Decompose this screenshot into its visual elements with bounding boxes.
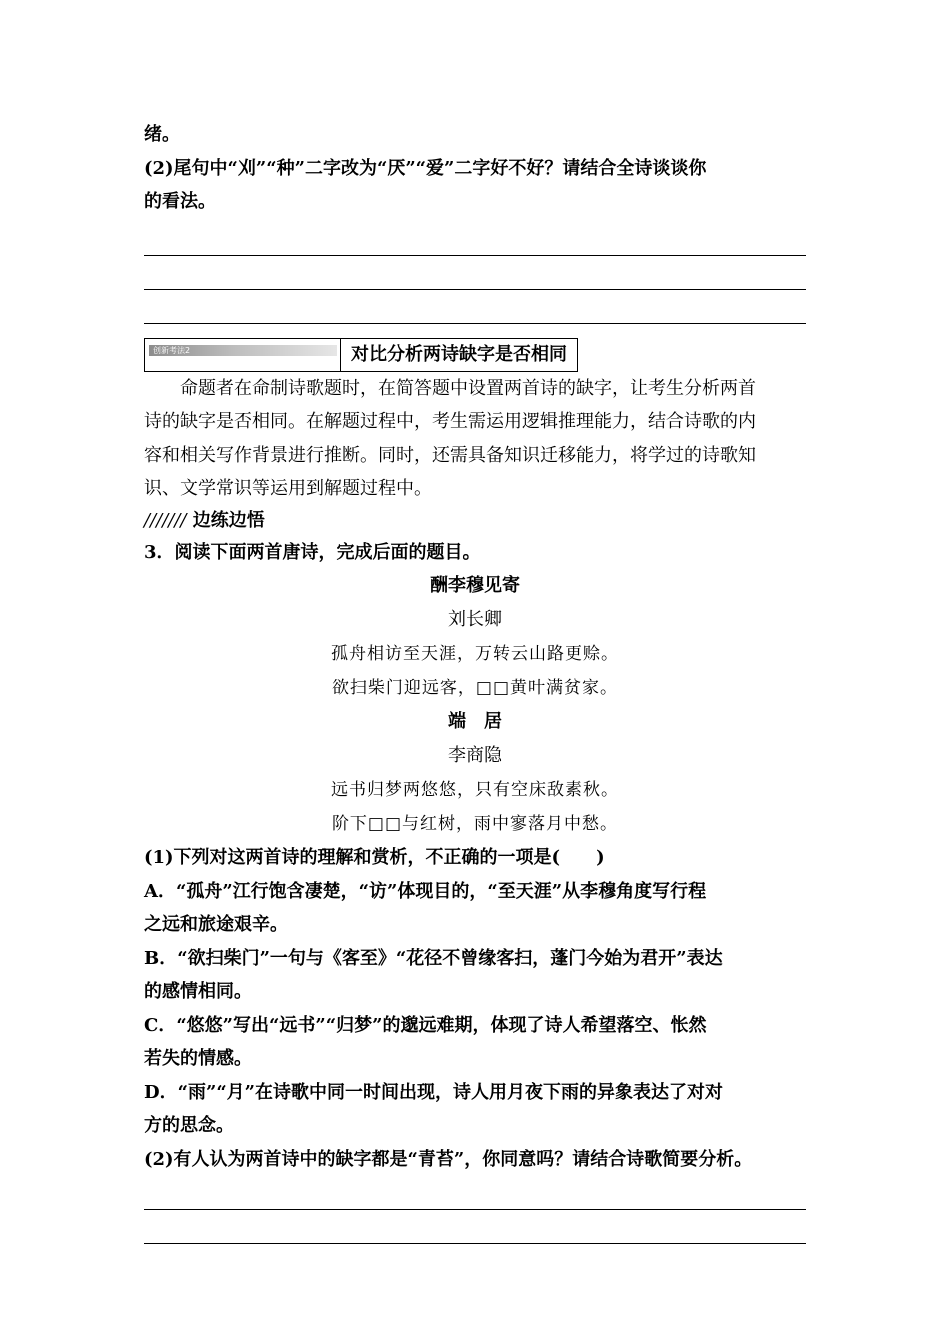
poem-1-line: 欲扫柴门迎远客，□□黄叶满贫家。 xyxy=(331,678,619,698)
poem-1-title: 酬李穆见寄 xyxy=(430,575,520,596)
continuation-text: 绪。 xyxy=(144,124,180,145)
practice-heading xyxy=(144,506,806,536)
option-c-line-2: 若失的情感。 xyxy=(144,1048,252,1069)
section-paragraph-line: 识、文学常识等运用到解题过程中。 xyxy=(144,478,432,499)
option-a-line-2: 之远和旅途艰辛。 xyxy=(144,914,288,935)
poem-2-author: 李商隐 xyxy=(448,745,502,766)
option-a-line-1: A．“孤舟”江行饱含凄楚，“访”体现目的，“至天涯”从李穆角度写行程 xyxy=(144,880,707,902)
option-b-line-1: B．“欲扫柴门”一句与《客至》“花径不曾缘客扫，蓬门今始为君开”表达 xyxy=(144,947,723,969)
answer-line xyxy=(144,222,806,256)
answer-line xyxy=(144,1210,806,1244)
poem-1-author: 刘长卿 xyxy=(448,609,502,630)
poem-2-line: 远书归梦两悠悠，只有空床敌素秋。 xyxy=(331,780,619,800)
section-paragraph-line: 容和相关写作背景进行推断。同时，还需具备知识迁移能力，将学过的诗歌知 xyxy=(144,444,756,466)
section-title: 对比分析两诗缺字是否相同 xyxy=(340,338,578,372)
poem-2-line: 阶下□□与红树，雨中寥落月中愁。 xyxy=(331,814,619,834)
option-d-line-1: D．“雨”“月”在诗歌中同一时间出现，诗人用月夜下雨的异象表达了对对 xyxy=(144,1081,724,1103)
option-d-line-2: 方的思念。 xyxy=(144,1115,234,1136)
answer-line xyxy=(144,1176,806,1210)
sub-question-2: (2)有人认为两首诗中的缺字都是“青苔”，你同意吗？请结合诗歌简要分析。 xyxy=(144,1148,753,1170)
poem-2-title: 端 居 xyxy=(448,711,502,732)
section-paragraph-line: 诗的缺字是否相同。在解题过程中，考生需运用逻辑推理能力，结合诗歌的内 xyxy=(144,411,756,432)
sub-question-1: (1)下列对这两首诗的理解和赏析，不正确的一项是( ) xyxy=(144,847,605,868)
poem-1-line: 孤舟相访至天涯，万转云山路更赊。 xyxy=(331,644,619,664)
option-c-line-1: C．“悠悠”写出“远书”“归梦”的邈远难期，体现了诗人希望落空、怅然 xyxy=(144,1014,707,1036)
option-b-line-2: 的感情相同。 xyxy=(144,981,252,1002)
document-page xyxy=(144,118,806,1244)
answer-line xyxy=(144,256,806,290)
question-3-intro: 3．阅读下面两首唐诗，完成后面的题目。 xyxy=(144,541,481,563)
section-tag-label: 创新考法2 xyxy=(149,345,337,356)
question-2-prompt-line-1: (2)尾句中“刈”“种”二字改为“厌”“爱”二字好不好？请结合全诗谈谈你 xyxy=(144,157,707,179)
section-tag-box xyxy=(144,338,340,372)
section-header xyxy=(144,338,806,372)
answer-line xyxy=(144,290,806,324)
practice-label: 边练边悟 xyxy=(192,509,265,531)
practice-slashes: /////// xyxy=(144,509,187,531)
question-2-prompt-line-2: 的看法。 xyxy=(144,191,216,212)
section-paragraph-line: 命题者在命制诗歌题时，在简答题中设置两首诗的缺字，让考生分析两首 xyxy=(180,377,756,399)
